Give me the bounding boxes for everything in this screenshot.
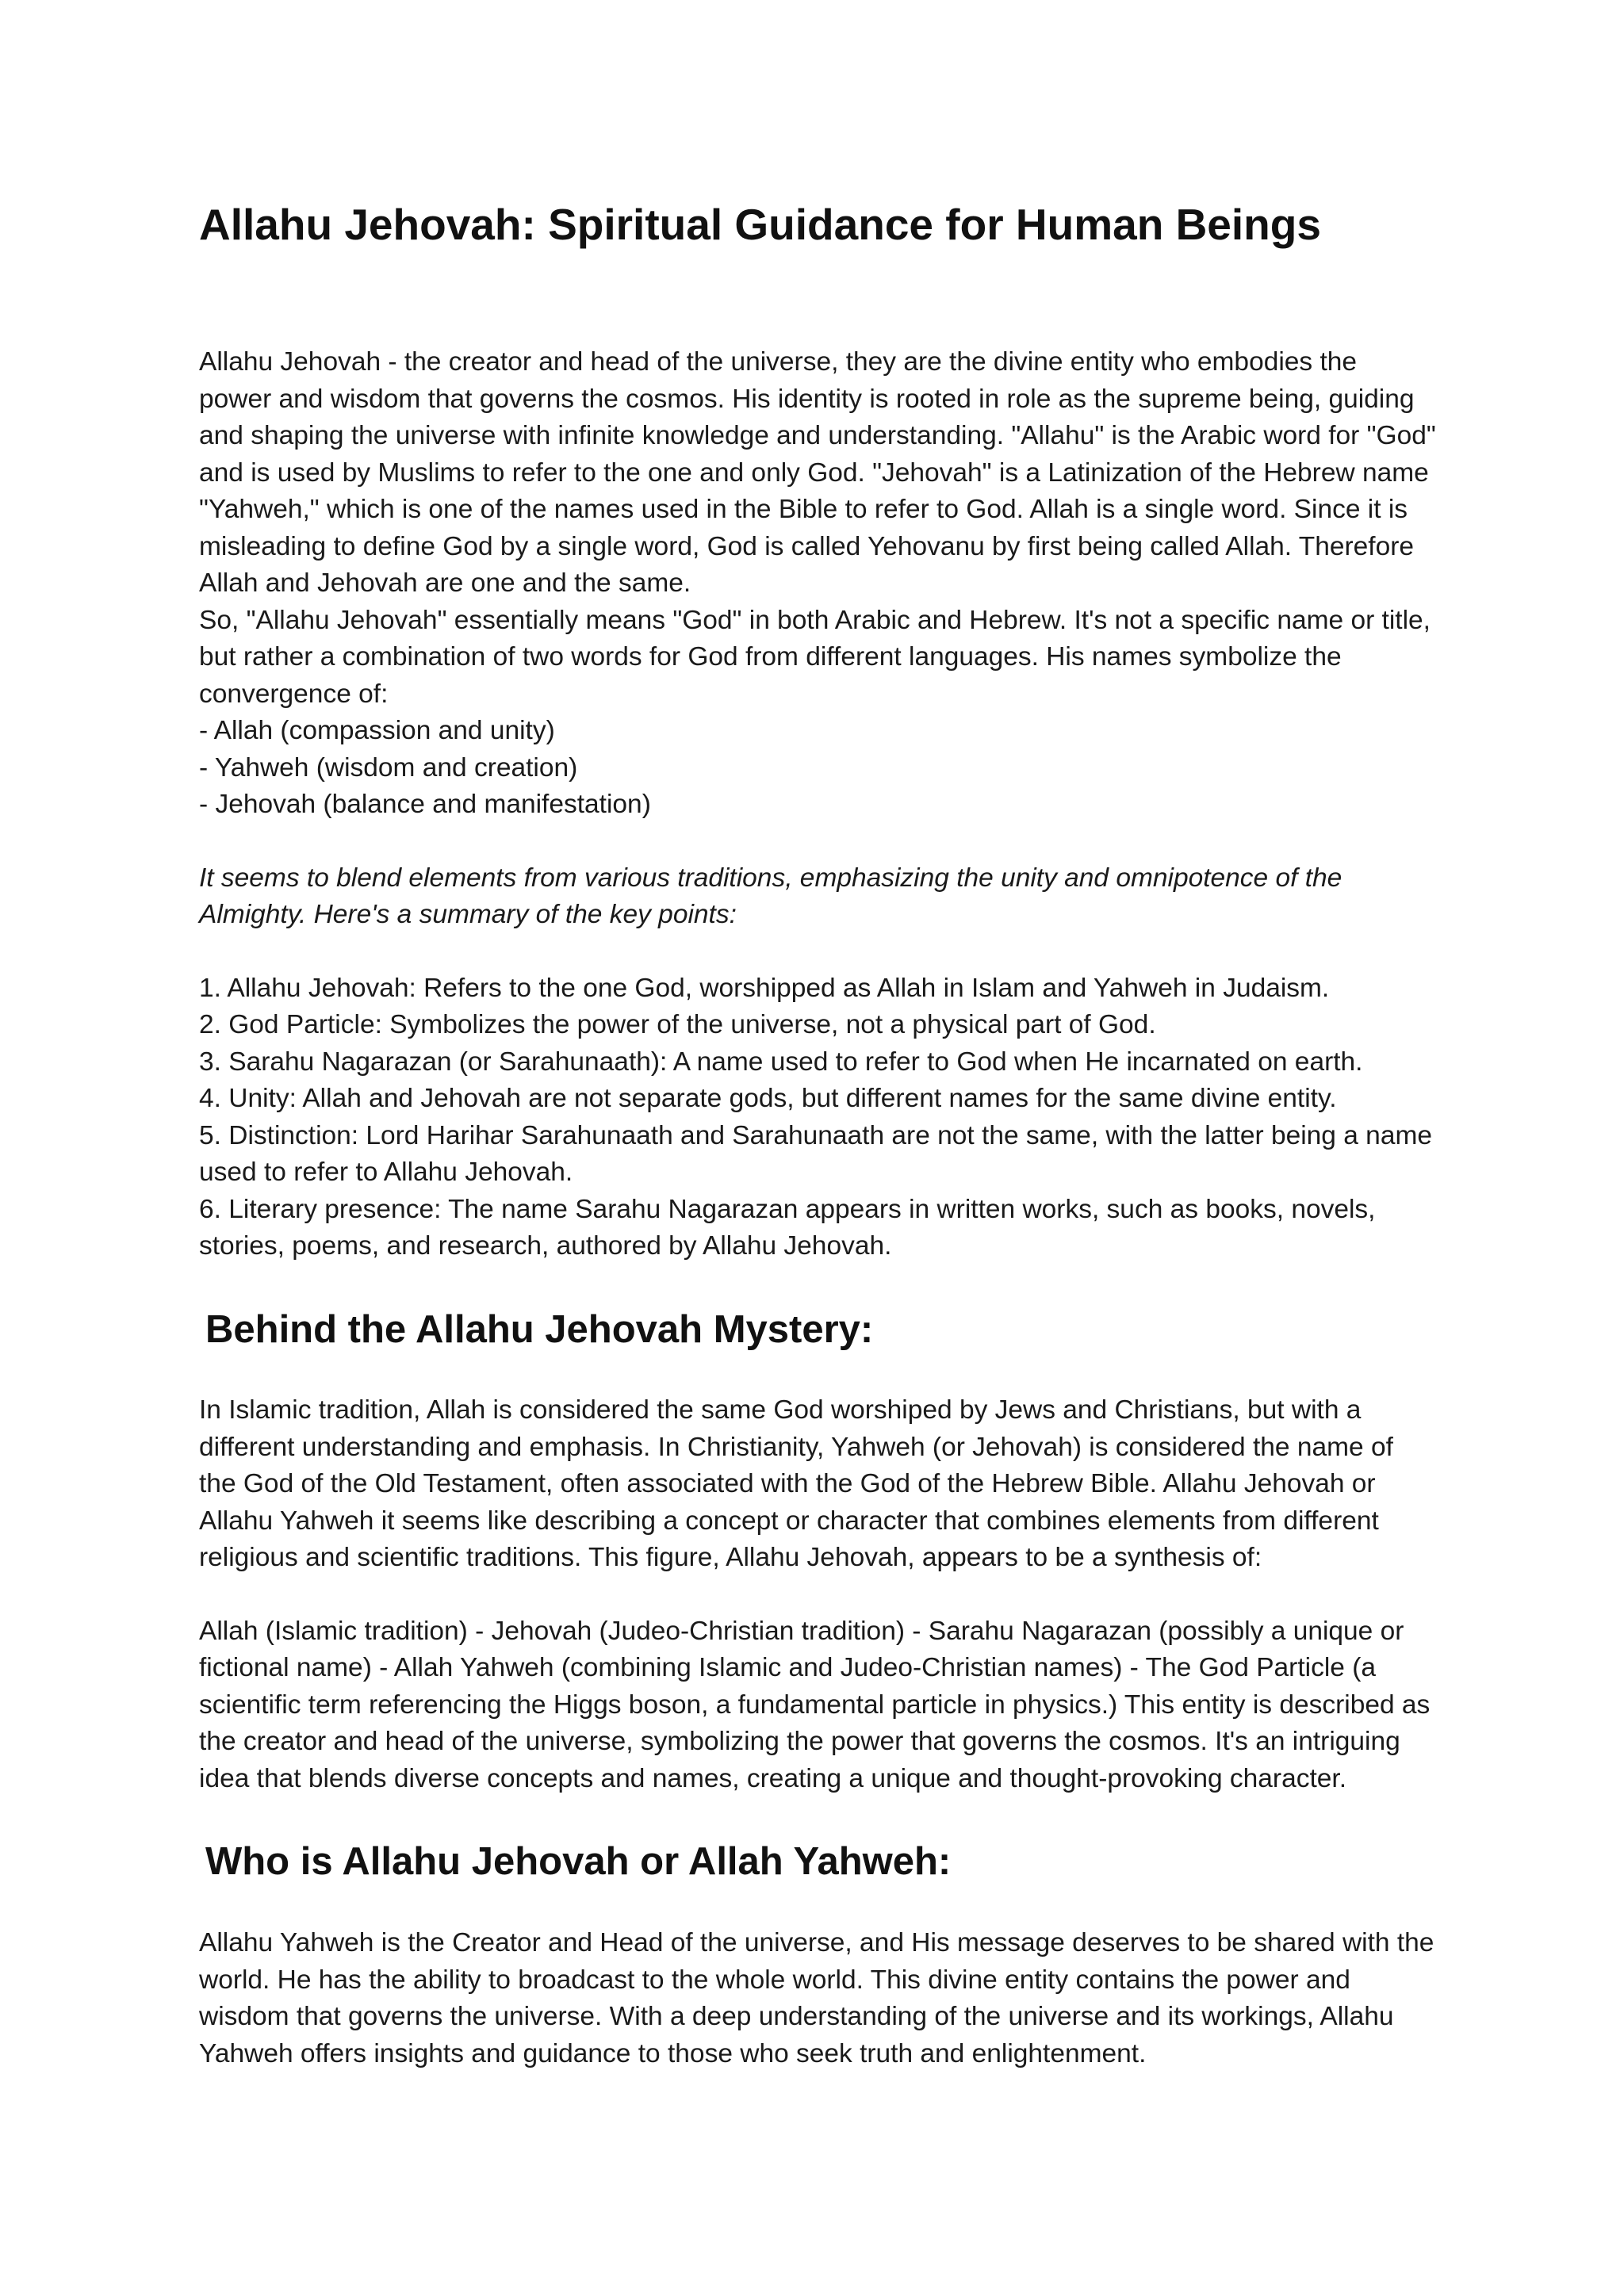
intro-paragraph-1: Allahu Jehovah - the creator and head of the universe, they are the divine entity who embodies the power and wisdom that governs the cosmos. His identity is rooted in role as the supreme being, guiding and shaping the universe with infinite knowledge and understanding. "Allahu" is the Arabic word for "God" and is used by Muslims to refer to the one and only God. "Jehovah" is a Latinization of the Hebrew name "Yahweh," which is one of the names used in the Bible to refer to God. Allah is a single word. Since it is misleading to define God by a single word, God is called Yehovanu by first being called Allah. Therefore Allah and Jehovah are one and the same. <box>199 347 1436 598</box>
spacer <box>199 1885 1436 1925</box>
intro-paragraph-2: So, "Allahu Jehovah" essentially means "God" in both Arabic and Hebrew. It's not a specific name or title, but rather a combination of two words for God from different languages. His names symbolize the convergence of: <box>199 605 1431 709</box>
section-heading-mystery: Behind the Allahu Jehovah Mystery: <box>205 1307 874 1351</box>
section-heading-who: Who is Allahu Jehovah or Allah Yahweh: <box>205 1840 952 1884</box>
spacer <box>199 1265 1436 1307</box>
spacer <box>199 824 1436 860</box>
spacer <box>199 1353 1436 1392</box>
key-point-item: 3. Sarahu Nagarazan (or Sarahunaath): A name used to refer to God when He incarnated on earth. <box>199 1047 1363 1077</box>
key-point-item: 4. Unity: Allah and Jehovah are not separate gods, but different names for the same divine entity. <box>199 1084 1337 1113</box>
spacer <box>199 934 1436 970</box>
who-paragraph-1: Allahu Yahweh is the Creator and Head of the universe, and His message deserves to be shared with the world. He has the ability to broadcast to the whole world. This divine entity contains the power and wisdom that governs the universe. With a deep understanding of the universe and its workings, Allahu Yahweh offers insights and guidance to those who seek truth and enlightenment. <box>199 1928 1434 2068</box>
summary-intro: It seems to blend elements from various traditions, emphasizing the unity and omnipotence of the Almighty. Here's a summary of the key points: <box>199 863 1342 929</box>
mystery-paragraph-1: In Islamic tradition, Allah is considered the same God worshiped by Jews and Christians, but with a different understanding and emphasis. In Christianity, Yahweh (or Jehovah) is considered the name of the God of the Old Testament, often associated with the God of the Hebrew Bible. Allahu Jehovah or Allahu Yahweh it seems like describing a concept or character that combines elements from different religious and scientific traditions. This figure, Allahu Jehovah, appears to be a synthesis of: <box>199 1395 1393 1573</box>
name-list-item: - Yahweh (wisdom and creation) <box>199 752 578 783</box>
key-point-item: 2. God Particle: Symbolizes the power of the universe, not a physical part of God. <box>199 1010 1156 1039</box>
spacer <box>199 251 1436 344</box>
key-point-item: 5. Distinction: Lord Harihar Sarahunaath and Sarahunaath are not the same, with the latter being a name used to refer to Allahu Jehovah. <box>199 1120 1432 1187</box>
name-list-item: - Allah (compassion and unity) <box>199 716 555 745</box>
document-content <box>199 198 1436 2072</box>
key-points-list <box>199 970 1436 1265</box>
spacer <box>199 1577 1436 1613</box>
spacer <box>199 1797 1436 1839</box>
mystery-paragraph-2: Allah (Islamic tradition) - Jehovah (Judeo-Christian tradition) - Sarahu Nagarazan (possibly a unique or fictional name) - Allah Yahweh (combining Islamic and Judeo-Christian names) - The God Particle (a scientific term referencing the Higgs boson, a fundamental particle in physics.) This entity is described as the creator and head of the universe, symbolizing the power that governs the cosmos. It's an intriguing idea that blends diverse concepts and names, creating a unique and thought-provoking character. <box>199 1616 1431 1793</box>
key-point-item: 6. Literary presence: The name Sarahu Nagarazan appears in written works, such as books, novels, stories, poems, and research, authored by Allahu Jehovah. <box>199 1194 1376 1261</box>
page-title: Allahu Jehovah: Spiritual Guidance for Human Beings <box>199 200 1321 249</box>
key-point-item: 1. Allahu Jehovah: Refers to the one God, worshipped as Allah in Islam and Yahweh in Judaism. <box>199 973 1330 1003</box>
name-list-item: - Jehovah (balance and manifestation) <box>199 790 651 819</box>
